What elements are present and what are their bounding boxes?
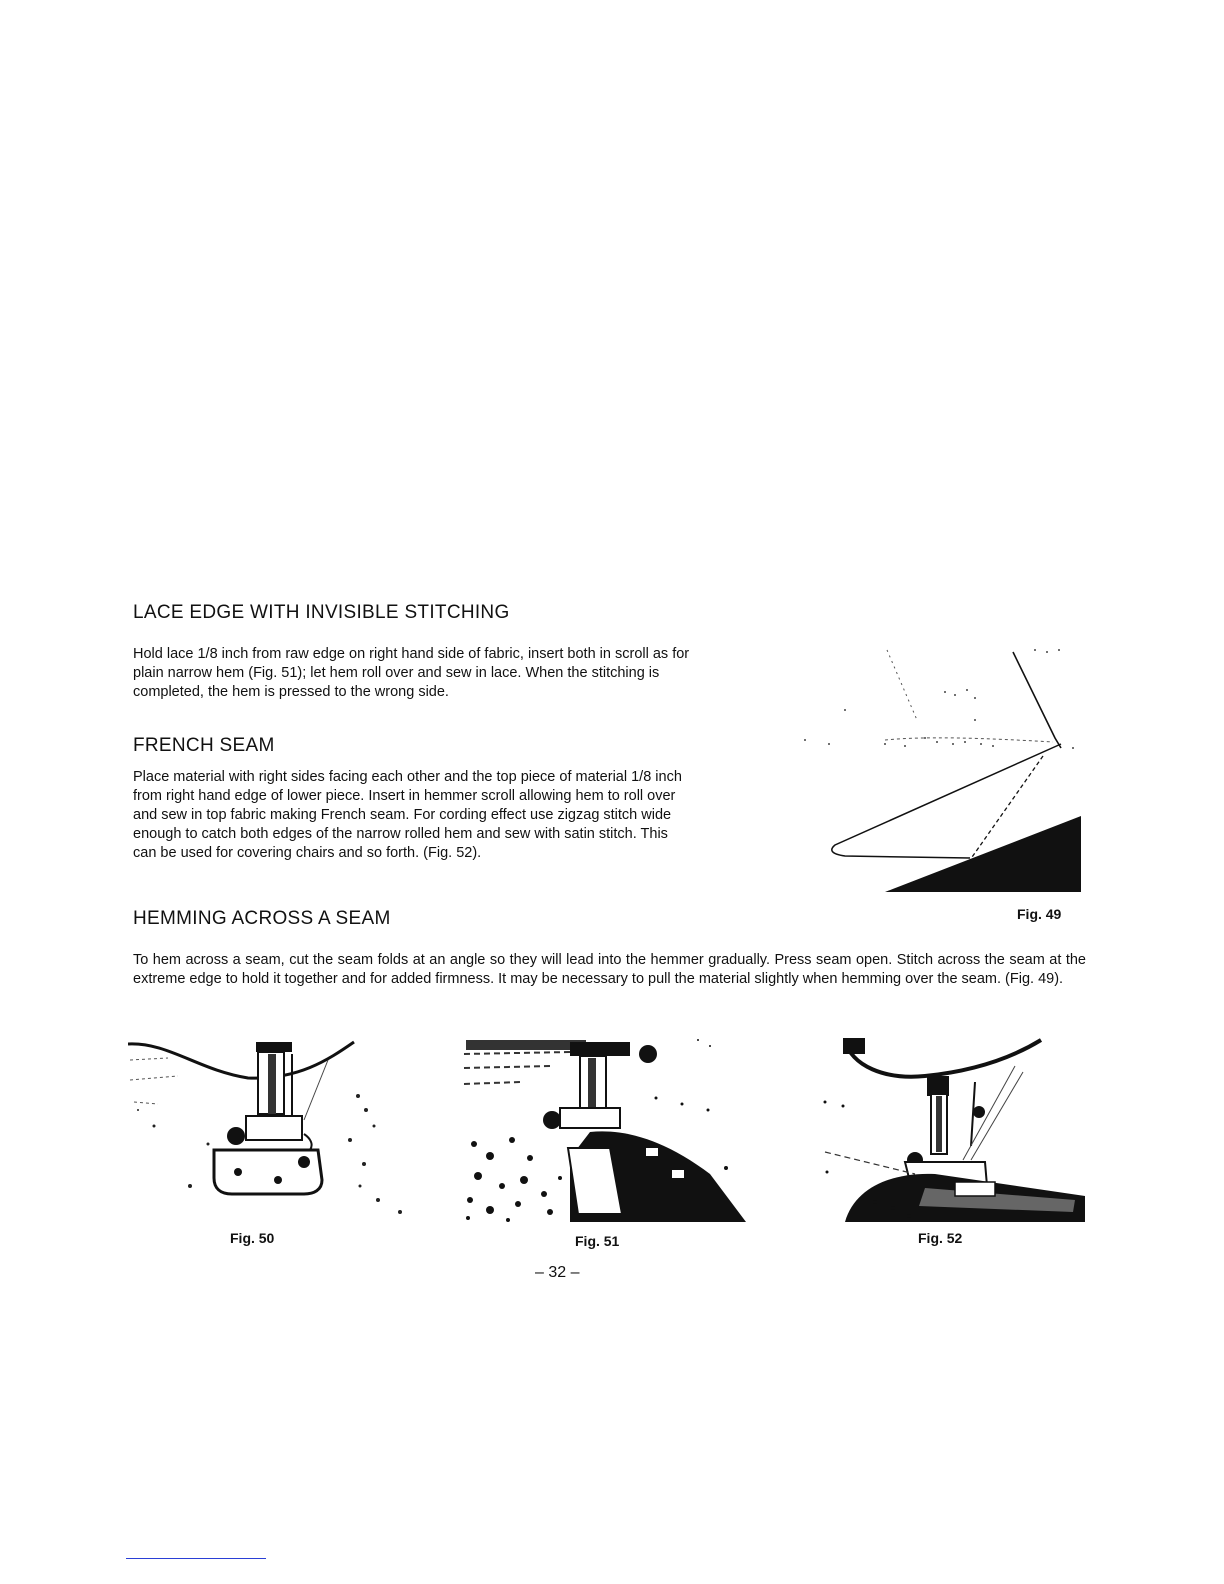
french-seam-paragraph: Place material with right sides facing each other and the top piece of material 1/8 inch from right hand edge of lower piece. Insert in hemmer scroll allowing hem to roll over and sew in top fabric making French seam. For cording effect use zigzag stitch wide enough to catch both edges of the narrow rolled hem and sew with satin stitch. This can be used for covering chairs and so forth. (Fig. 52). (133, 769, 682, 861)
fig52-caption: Fig. 52 (918, 1230, 963, 1246)
page-number: – 32 – (535, 1264, 580, 1281)
hemming-across-paragraph: To hem across a seam, cut the seam folds at an angle so they will lead into the hemmer gradually. Press seam open. Stitch across the seam at the extreme edge to hold it together and for added firmness. It may be necessary to pull the material slightly when hemming over the seam. (Fig. 49). (133, 952, 1086, 987)
french-seam-heading: FRENCH SEAM (133, 735, 275, 756)
fig51-photo (460, 1038, 750, 1224)
lace-edge-heading: LACE EDGE WITH INVISIBLE STITCHING (133, 602, 510, 623)
fig49-caption: Fig. 49 (1017, 906, 1062, 922)
footer-rule (126, 1558, 266, 1559)
fig50-caption: Fig. 50 (230, 1230, 275, 1246)
fig49-diagram (785, 640, 1085, 898)
fig51-caption: Fig. 51 (575, 1233, 620, 1249)
fig50-photo (128, 1040, 410, 1220)
lace-edge-paragraph: Hold lace 1/8 inch from raw edge on right hand side of fabric, insert both in scroll as for plain narrow hem (Fig. 51); let hem roll over and sew in lace. When the stitching is completed, the hem is pressed to the wrong side. (133, 646, 690, 700)
fig52-photo (815, 1036, 1085, 1222)
hemming-across-heading: HEMMING ACROSS A SEAM (133, 908, 391, 929)
